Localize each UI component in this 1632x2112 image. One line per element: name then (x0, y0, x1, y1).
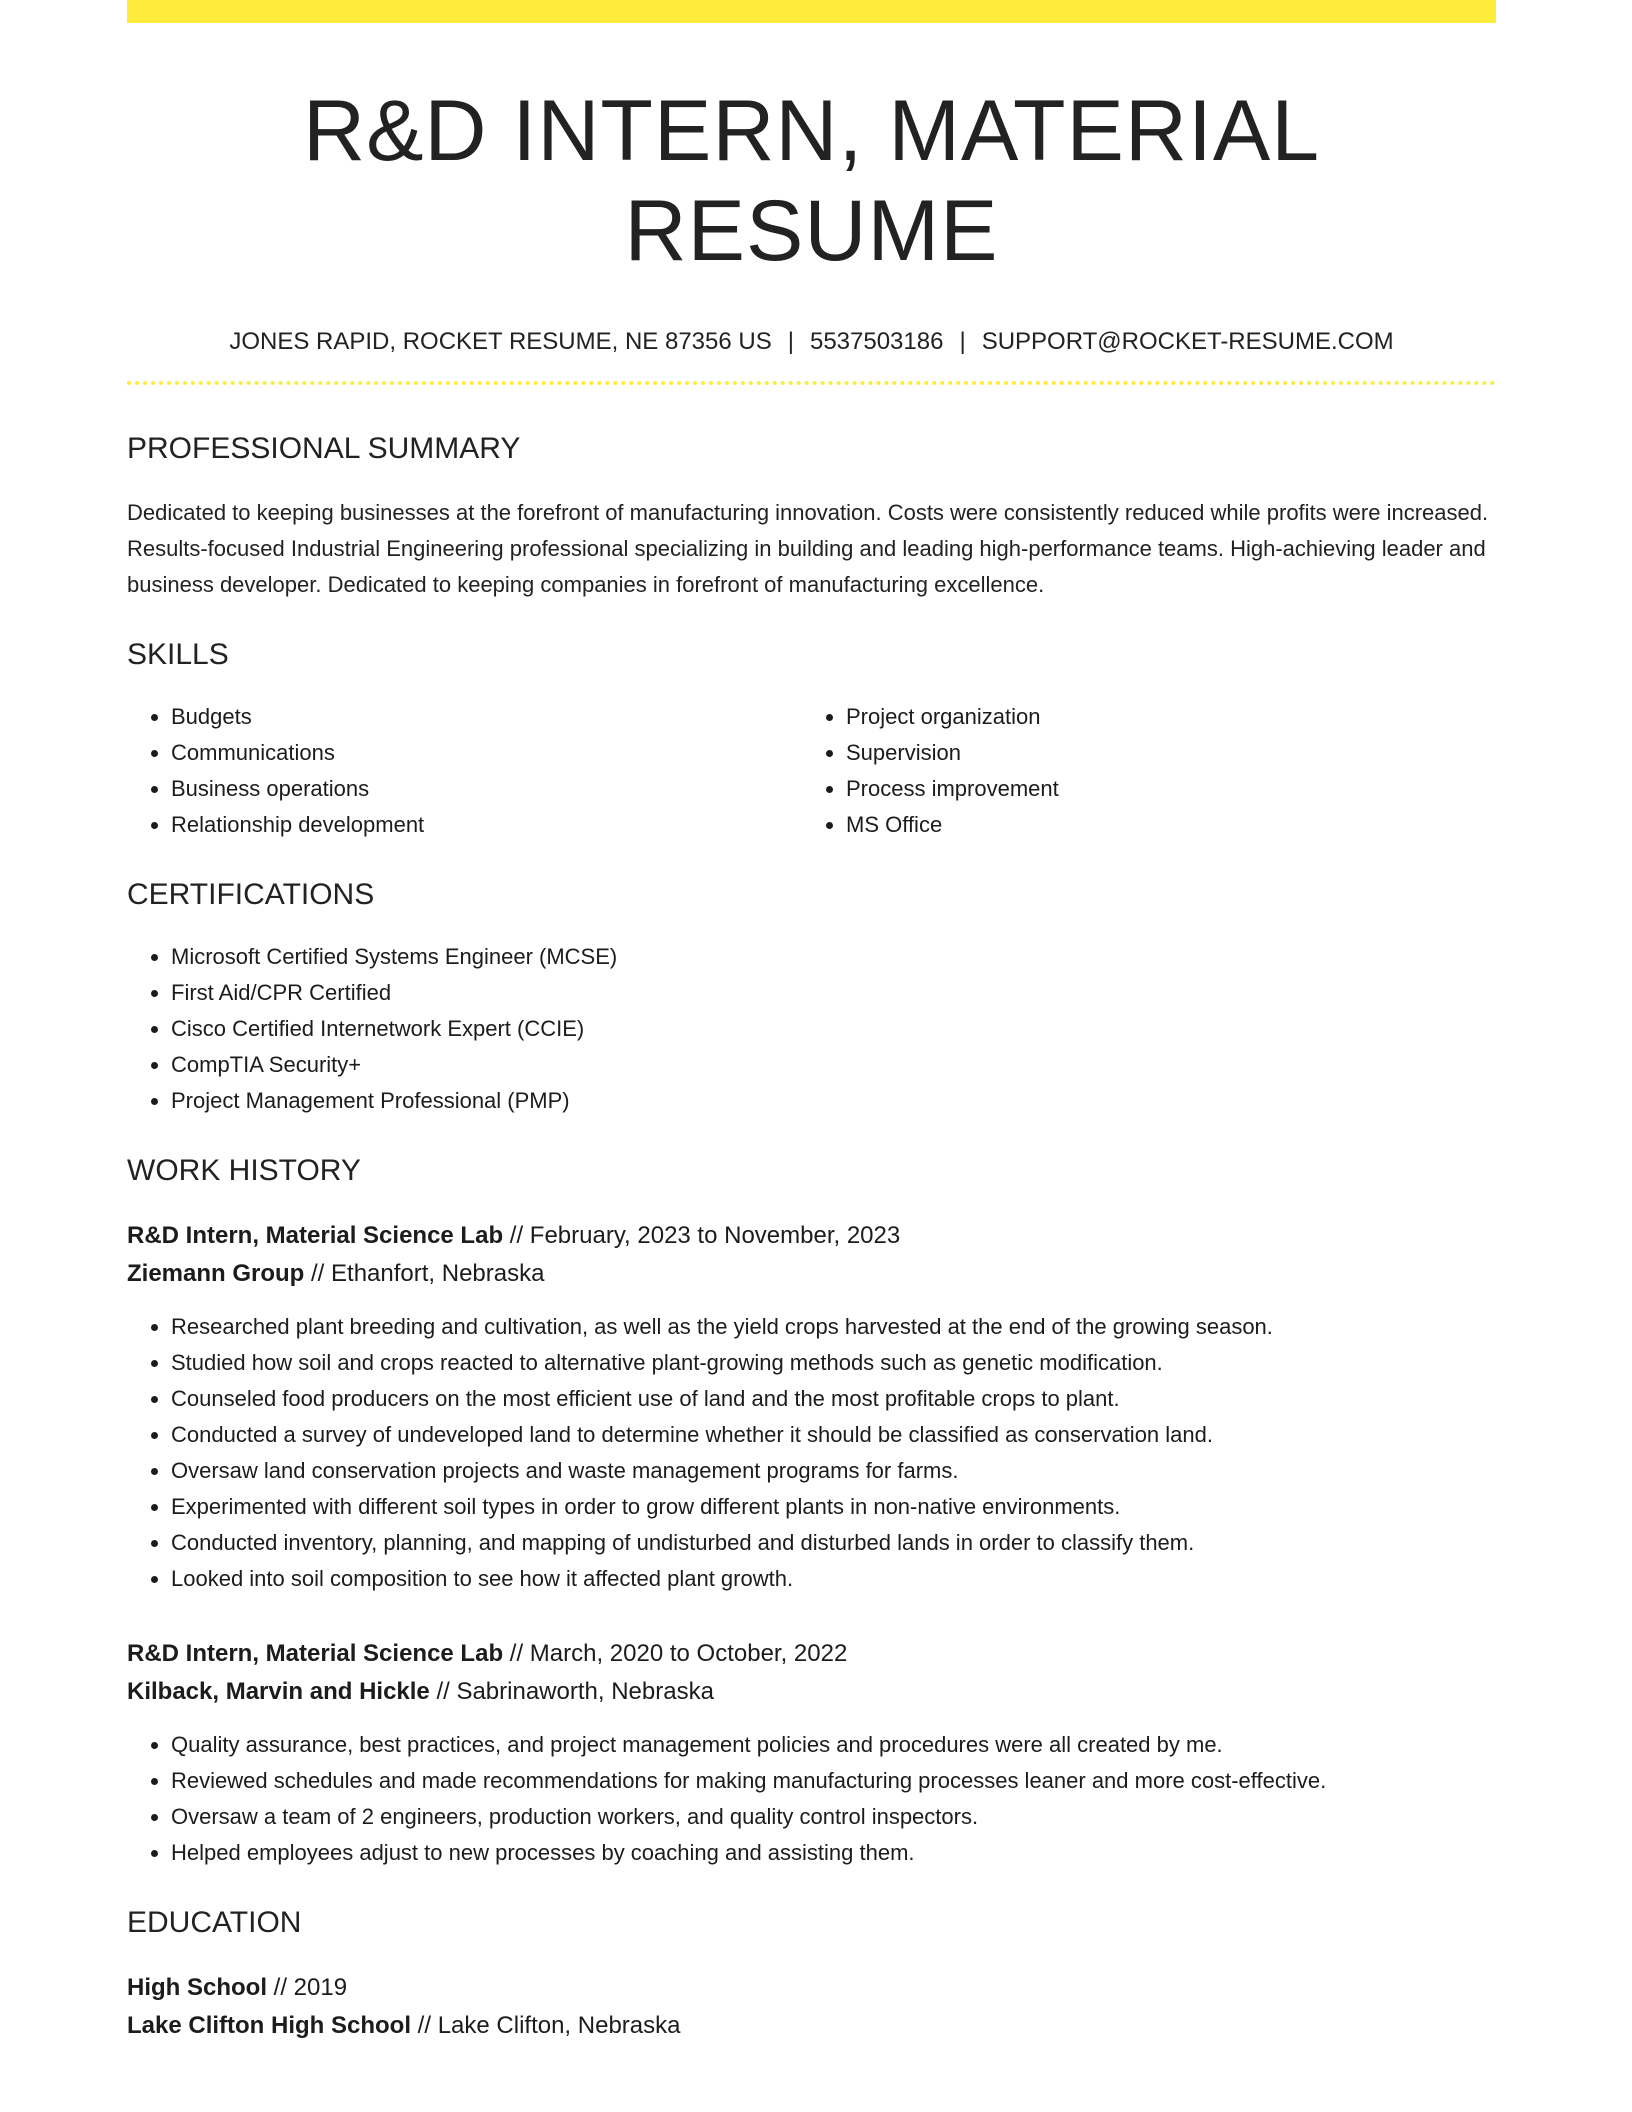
job-company-line (127, 1255, 1496, 1293)
job-bullet: • Conducted a survey of undeveloped land to determine whether it should be classified as conservation land. (171, 1417, 1496, 1453)
job-bullet: • Oversaw land conservation projects and waste management programs for farms. (171, 1453, 1496, 1489)
resume-name: R&D INTERN, MATERIAL RESUME (302, 83, 1321, 279)
skill-item: • Project organization (846, 699, 1477, 735)
contact-separator: | (787, 328, 794, 355)
education-section (127, 1905, 1496, 2045)
certification-item: • First Aid/CPR Certified (171, 975, 1496, 1011)
job-bullet: • Reviewed schedules and made recommendations for making manufacturing processes leaner and more cost-effective. (171, 1763, 1496, 1799)
education-entry (127, 1969, 1496, 2045)
job-bullet: • Helped employees adjust to new processes by coaching and assisting them. (171, 1835, 1496, 1871)
contact-address: JONES RAPID, ROCKET RESUME, NE 87356 US (229, 328, 772, 355)
job-role: R&D Intern, Material Science Lab (127, 1640, 504, 1667)
job-bullets (127, 1309, 1496, 1597)
certifications-heading: CERTIFICATIONS (127, 878, 375, 911)
education-school-line (127, 2007, 1496, 2045)
certifications-list (127, 939, 1496, 1119)
job-bullet: • Counseled food producers on the most efficient use of land and the most profitable crops to plant. (171, 1381, 1496, 1417)
job-bullet: • Studied how soil and crops reacted to alternative plant-growing methods such as genetic modification. (171, 1345, 1496, 1381)
certification-item: • Cisco Certified Internetwork Expert (CCIE) (171, 1011, 1496, 1047)
skills-list-right (802, 699, 1477, 843)
summary-heading: PROFESSIONAL SUMMARY (127, 432, 521, 465)
job-bullet: • Oversaw a team of 2 engineers, production workers, and quality control inspectors. (171, 1799, 1496, 1835)
work-history-section (127, 1153, 1496, 1871)
contact-email: SUPPORT@ROCKET-RESUME.COM (981, 328, 1394, 355)
certification-item: • Microsoft Certified Systems Engineer (MCSE) (171, 939, 1496, 975)
certification-item: • Project Management Professional (PMP) (171, 1083, 1496, 1119)
job-bullet: • Researched plant breeding and cultivation, as well as the yield crops harvested at the end of the growing season. (171, 1309, 1496, 1345)
job-bullets (127, 1727, 1496, 1871)
contact-line (127, 327, 1496, 357)
education-school: Lake Clifton High School (127, 2012, 412, 2039)
education-location: // Lake Clifton, Nebraska (411, 2012, 681, 2039)
skill-item: • Business operations (171, 771, 802, 807)
contact-phone: 5537503186 (809, 328, 944, 355)
education-degree-line (127, 1969, 1496, 2007)
job-bullet: • Conducted inventory, planning, and mapping of undisturbed and disturbed lands in order to classify them. (171, 1525, 1496, 1561)
contact-separator: | (959, 328, 966, 355)
job-title-line (127, 1635, 1496, 1673)
skills-heading: SKILLS (127, 638, 229, 671)
job-bullet: • Looked into soil composition to see how it affected plant growth. (171, 1561, 1496, 1597)
skill-item: • Relationship development (171, 807, 802, 843)
certifications-section (127, 877, 1496, 1119)
skills-list-left (127, 699, 802, 843)
education-year: // 2019 (267, 1974, 348, 2001)
certification-item: • CompTIA Security+ (171, 1047, 1496, 1083)
skills-section (127, 637, 1496, 843)
job-entry (127, 1217, 1496, 1597)
dotted-divider (127, 381, 1496, 385)
job-company: Ziemann Group (127, 1260, 305, 1287)
skill-item: • MS Office (846, 807, 1477, 843)
summary-text: Dedicated to keeping businesses at the forefront of manufacturing innovation. Costs were consistently reduced while profits were increased. Results-focused Industrial Engineering professional specializing in building and leading high-performance teams. High-achieving leader and business developer. Dedicated to keeping companies in forefront of manufacturing excellence. (127, 500, 1489, 597)
skill-item: • Supervision (846, 735, 1477, 771)
work-history-heading: WORK HISTORY (127, 1154, 361, 1187)
job-company-line (127, 1673, 1496, 1711)
skills-grid (127, 699, 1496, 843)
resume-page (127, 0, 1496, 2045)
job-bullet: • Experimented with different soil types in order to grow different plants in non-native environments. (171, 1489, 1496, 1525)
education-degree: High School (127, 1974, 267, 2001)
education-heading: EDUCATION (127, 1906, 302, 1939)
accent-top-bar (127, 0, 1496, 23)
job-title-line (127, 1217, 1496, 1255)
job-dates: // March, 2020 to October, 2022 (503, 1640, 848, 1667)
job-role: R&D Intern, Material Science Lab (127, 1222, 504, 1249)
skill-item: • Budgets (171, 699, 802, 735)
job-location: // Ethanfort, Nebraska (304, 1260, 545, 1287)
job-location: // Sabrinaworth, Nebraska (429, 1678, 714, 1705)
skill-item: • Communications (171, 735, 802, 771)
job-bullet: • Quality assurance, best practices, and project management policies and procedures were all created by me. (171, 1727, 1496, 1763)
job-entry (127, 1635, 1496, 1871)
job-dates: // February, 2023 to November, 2023 (503, 1222, 901, 1249)
job-company: Kilback, Marvin and Hickle (127, 1678, 430, 1705)
skill-item: • Process improvement (846, 771, 1477, 807)
